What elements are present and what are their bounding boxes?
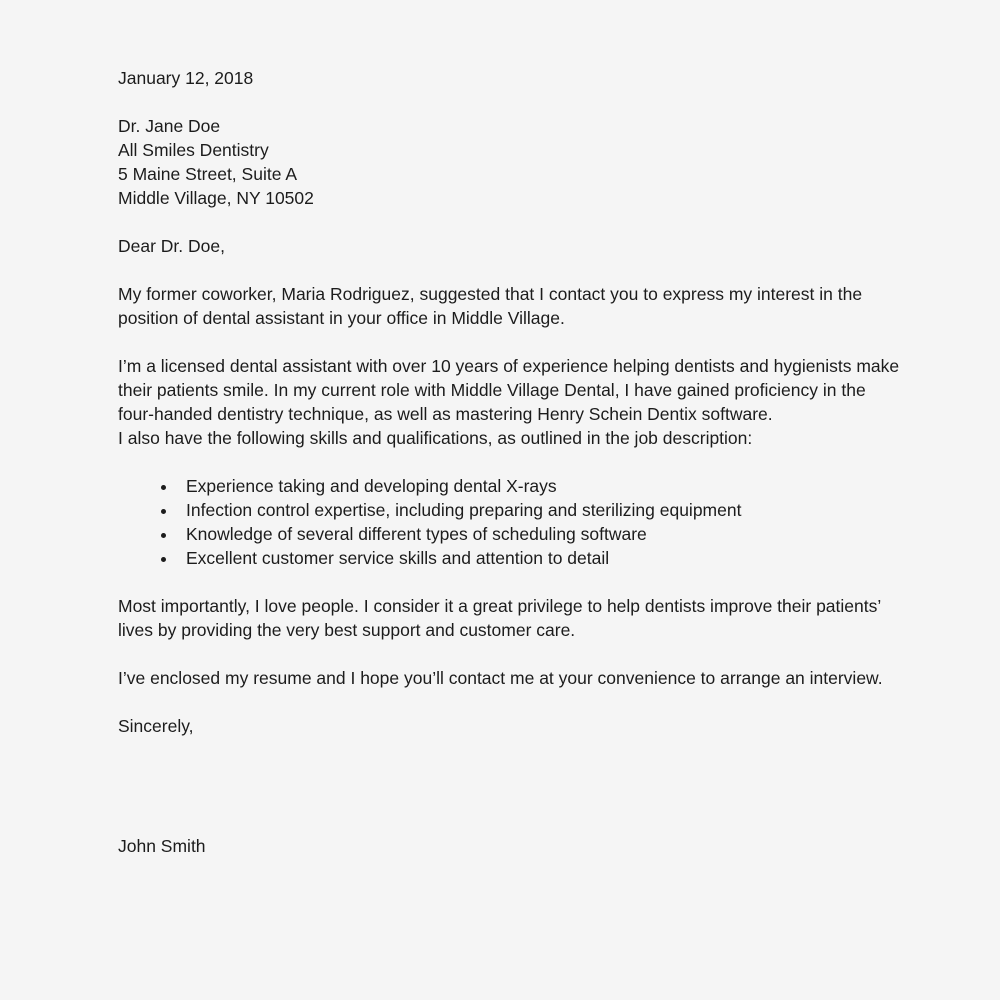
skills-bullet-list [118,474,900,570]
recipient-street: 5 Maine Street, Suite A [118,164,297,184]
paragraph-experience: I’m a licensed dental assistant with over 10 years of experience helping dentists and hygienists make their patients smile. In my current role with Middle Village Dental, I have gained proficiency in the four-handed dentistry technique, as well as mastering Henry Schein Dentix software. [118,356,900,424]
paragraph-intro: My former coworker, Maria Rodriguez, suggested that I contact you to express my interest in the position of dental assistant in your office in Middle Village. [118,284,863,328]
skill-item-scheduling: • Knowledge of several different types of scheduling software [178,522,900,546]
date-line: January 12, 2018 [118,68,254,88]
cover-letter [118,66,900,858]
recipient-name: Dr. Jane Doe [118,116,221,136]
skill-item-xrays: • Experience taking and developing dental X-rays [178,474,900,498]
recipient-city-state-zip: Middle Village, NY 10502 [118,188,314,208]
paragraph-motivation: Most importantly, I love people. I consider it a great privilege to help dentists improve their patients’ lives by providing the very best support and customer care. [118,596,881,640]
paragraph-skills-lead-in: I also have the following skills and qualifications, as outlined in the job description: [118,428,753,448]
recipient-address-block [118,114,900,210]
skill-item-infection-control: • Infection control expertise, including preparing and sterilizing equipment [178,498,900,522]
salutation: Dear Dr. Doe, [118,236,225,256]
signature-name: John Smith [118,836,206,856]
letter-date [118,66,900,90]
closing-valediction: Sincerely, [118,716,194,736]
recipient-company: All Smiles Dentistry [118,140,269,160]
skill-item-customer-service: • Excellent customer service skills and attention to detail [178,546,900,570]
paragraph-call-to-action: I’ve enclosed my resume and I hope you’ll contact me at your convenience to arrange an interview. [118,668,883,688]
